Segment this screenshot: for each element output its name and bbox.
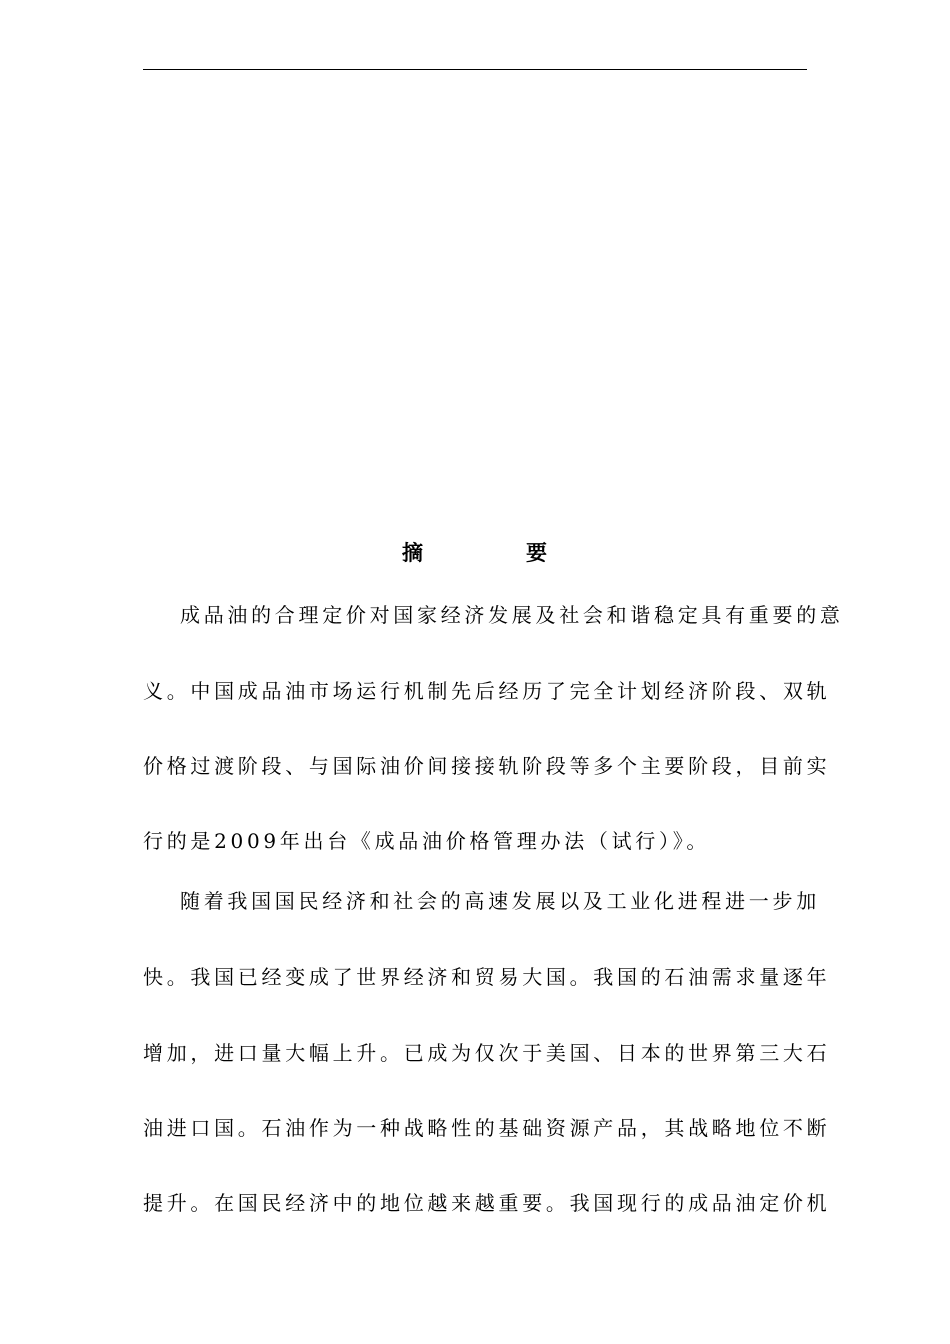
paragraph-line: 行的是2009年出台《成品油价格管理办法（试行）》。 <box>143 829 711 853</box>
paragraph-line: 提升。在国民经济中的地位越来越重要。我国现行的成品油定价机 <box>143 1191 831 1215</box>
paragraph-line: 油进口国。石油作为一种战略性的基础资源产品，其战略地位不断 <box>143 1116 831 1140</box>
paragraph-line: 快。我国已经变成了世界经济和贸易大国。我国的石油需求量逐年 <box>143 965 831 989</box>
paragraph-line: 义。中国成品油市场运行机制先后经历了完全计划经济阶段、双轨 <box>143 679 831 703</box>
paragraph-line: 随着我国国民经济和社会的高速发展以及工业化进程进一步加 <box>180 889 820 913</box>
header-rule <box>143 69 807 70</box>
abstract-title-char-1: 摘 <box>402 540 423 565</box>
paragraph-line: 成品油的合理定价对国家经济发展及社会和谐稳定具有重要的意 <box>180 603 844 627</box>
abstract-title-char-2: 要 <box>526 540 547 565</box>
paragraph-line: 价格过渡阶段、与国际油价间接接轨阶段等多个主要阶段，目前实 <box>143 754 831 778</box>
abstract-title <box>0 536 950 570</box>
paragraph-line: 增加，进口量大幅上升。已成为仅次于美国、日本的世界第三大石 <box>143 1041 831 1065</box>
